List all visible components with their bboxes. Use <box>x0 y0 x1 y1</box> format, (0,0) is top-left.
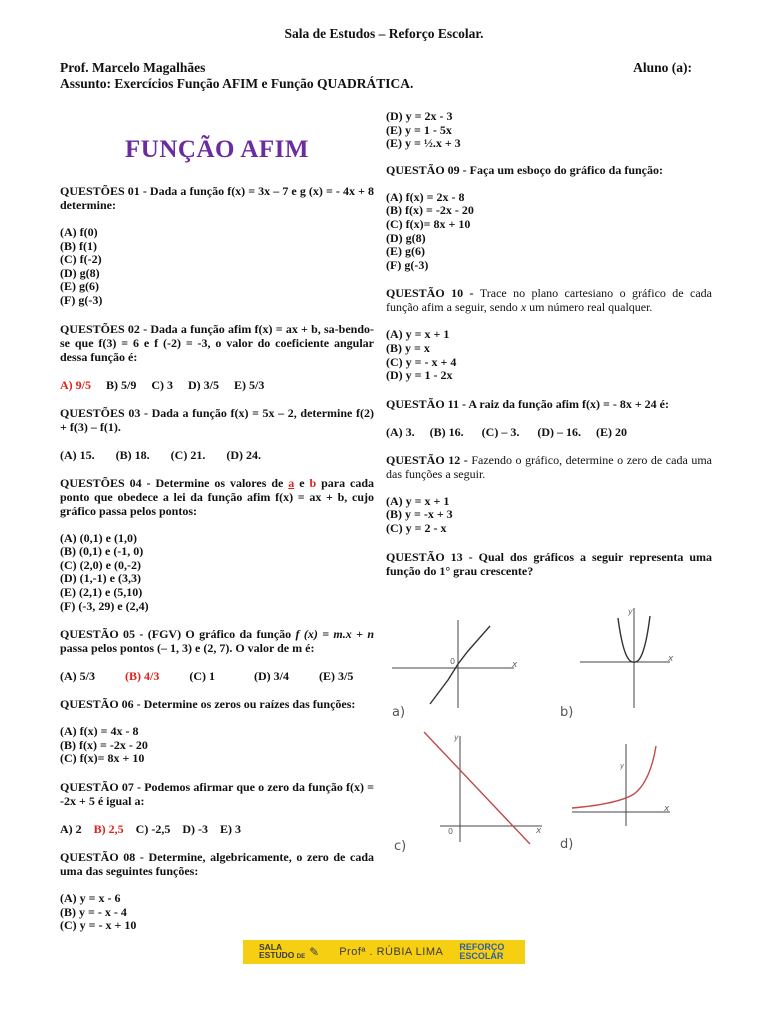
option: (F) (-3, 29) e (2,4) <box>60 598 149 613</box>
page-title: Sala de Estudos – Reforço Escolar. <box>284 26 484 41</box>
option: (D) (1,-1) e (3,3) <box>60 571 141 586</box>
origin-label: 0 <box>450 657 456 666</box>
option: (C) (2,0) e (0,-2) <box>60 557 141 572</box>
subject-line: Assunto: Exercícios Função AFIM e Função QUADRÁTICA. <box>60 76 414 91</box>
option: B) 5/9 <box>106 377 137 392</box>
option: (E) y = ½.x + 3 <box>386 136 461 151</box>
option: (E) 20 <box>596 424 628 439</box>
question-11: QUESTÃO 11 - A raiz da função afim f(x) = - 8x + 24 é: <box>386 396 669 411</box>
graph-a <box>388 604 534 722</box>
option: (A) f(x) = 4x - 8 <box>60 724 139 739</box>
question-12-options <box>386 495 712 536</box>
option: (A) y = x + 1 <box>386 327 450 342</box>
question-08-options <box>60 892 374 933</box>
correct-answer: A) 9/5 <box>60 377 91 392</box>
footer-professor: Profª . RÚBIA LIMA <box>339 946 444 958</box>
option: (A) f(0) <box>60 225 98 239</box>
question-06: QUESTÃO 06 - Determine os zeros ou raízes das funções: <box>60 697 356 712</box>
option: (C) f(x)= 8x + 10 <box>386 216 471 231</box>
option: (D) y = 2x - 3 <box>386 109 453 123</box>
option: (E) g(6) <box>60 279 99 294</box>
question-09: QUESTÃO 09 - Faça um esboço do gráfico da função: <box>386 162 663 177</box>
section-title: FUNÇÃO AFIM <box>125 136 309 163</box>
option: (D) g(8) <box>386 230 426 245</box>
option: (E) 3/5 <box>319 669 354 684</box>
question-01: QUESTÕES 01 - Dada a função f(x) = 3x – 7 e g (x) = - 4x + 8 determine: <box>60 184 374 212</box>
option: (B) f(x) = -2x - 20 <box>386 203 474 218</box>
option: A) 2 <box>60 821 82 836</box>
option: C) -2,5 <box>135 821 171 836</box>
question-08-options-continued <box>386 110 712 151</box>
correct-answer: B) 2,5 <box>93 821 124 836</box>
student-field-label: Aluno (a): <box>633 60 692 75</box>
x-axis-label: x <box>512 660 518 670</box>
option: (F) g(-3) <box>386 257 429 272</box>
sala-de-estudo-logo: SALA ESTUDO DE <box>259 942 306 960</box>
question-04: QUESTÕES 04 - Determine os valores de a e b para cada ponto que obedece a lei da função afim f(x) = ax + b, cujo gráfico passa pelos pontos: <box>60 475 374 518</box>
question-02-options <box>60 378 374 392</box>
graph-d <box>558 740 704 856</box>
option: (D) g(8) <box>60 265 100 280</box>
option: (D) 24. <box>226 447 262 462</box>
option: (A) f(x) = 2x - 8 <box>386 189 465 204</box>
x-axis-label: x <box>668 654 674 664</box>
option: (B) 16. <box>429 424 464 439</box>
option: (C) – 3. <box>481 424 520 439</box>
option: (B) y = -x + 3 <box>386 507 453 522</box>
option: (C) 1 <box>189 669 216 684</box>
y-axis-label: y <box>620 762 625 770</box>
correct-answer: (B) 4/3 <box>125 669 160 684</box>
option: (D) 3/4 <box>254 669 290 684</box>
y-axis-label: y <box>628 607 633 616</box>
option: (E) g(6) <box>386 244 425 259</box>
question-13: QUESTÃO 13 - Qual dos gráficos a seguir representa uma função do 1° grau crescente? <box>386 549 712 578</box>
option: (B) f(x) = -2x - 20 <box>60 737 148 752</box>
graph-label: d) <box>560 837 574 852</box>
option: (B) 18. <box>115 447 150 462</box>
right-column <box>386 110 712 578</box>
option: E) 5/3 <box>234 377 265 392</box>
x-axis-label: x <box>536 826 542 836</box>
question-10-options <box>386 328 712 382</box>
option: (C) y = - x + 10 <box>60 918 137 933</box>
left-column <box>60 136 374 933</box>
option: (B) y = - x - 4 <box>60 904 127 919</box>
option: (C) f(x)= 8x + 10 <box>60 751 145 766</box>
option: D) -3 <box>182 821 209 836</box>
option: (D) – 16. <box>537 424 582 439</box>
option: (C) f(-2) <box>60 252 102 267</box>
question-08: QUESTÃO 08 - Determine, algebricamente, o zero de cada uma das seguintes funções: <box>60 849 374 878</box>
option: (F) g(-3) <box>60 292 103 307</box>
var-a: a <box>288 475 295 490</box>
option: (E) y = 1 - 5x <box>386 122 452 137</box>
question-03-options <box>60 448 374 462</box>
option: E) 3 <box>220 821 242 836</box>
option: (A) 5/3 <box>60 669 95 684</box>
question-05-options <box>60 669 374 683</box>
option: (B) f(1) <box>60 238 97 253</box>
option: (D) y = 1 - 2x <box>386 368 453 383</box>
graph-label: b) <box>560 705 574 720</box>
origin-label: 0 <box>448 827 454 836</box>
y-axis-label: y <box>454 733 459 742</box>
question-11-options <box>386 425 712 439</box>
option: (A) y = x + 1 <box>386 493 450 508</box>
question-03: QUESTÕES 03 - Dada a função f(x) = 5x – 2, determine f(2) + f(3) – f(1). <box>60 405 374 434</box>
question-12: QUESTÃO 12 - Fazendo o gráfico, determine o zero de cada uma das funções a seguir. <box>386 452 712 481</box>
graph-label: c) <box>394 839 407 854</box>
question-07-options <box>60 822 374 836</box>
document-header <box>60 60 720 92</box>
option: (B) y = x <box>386 340 430 355</box>
question-07: QUESTÃO 07 - Podemos afirmar que o zero da função f(x) = -2x + 5 é igual a: <box>60 779 374 808</box>
x-axis-label: x <box>664 804 670 814</box>
reforco-escolar-logo: REFORÇO ESCOLAR <box>459 942 505 961</box>
option: C) 3 <box>151 377 174 392</box>
footer-banner <box>243 940 525 964</box>
option: (A) (0,1) e (1,0) <box>60 530 137 545</box>
option: (E) (2,1) e (5,10) <box>60 584 143 599</box>
option: (A) y = x - 6 <box>60 890 121 905</box>
option: (B) (0,1) e (-1, 0) <box>60 544 144 559</box>
option: (A) 15. <box>60 447 95 462</box>
option: D) 3/5 <box>188 377 220 392</box>
graph-b <box>558 604 704 722</box>
increasing-line <box>430 626 490 704</box>
question-06-options <box>60 725 374 766</box>
question-10: QUESTÃO 10 - Trace no plano cartesiano o gráfico de cada função afim a seguir, sendo x um número real qualquer. <box>386 286 712 315</box>
exponential-curve <box>572 746 656 808</box>
function-expression: f (x) = m.x + n <box>295 627 374 642</box>
decreasing-line <box>424 732 530 844</box>
question-04-options <box>60 532 374 614</box>
option: (C) y = 2 - x <box>386 520 447 535</box>
question-09-options <box>386 191 712 273</box>
question-02: QUESTÕES 02 - Dada a função afim f(x) = ax + b, sa-bendo-se que f(3) = 6 e f (-2) = -3, o valor do coeficiente angular dessa função é: <box>60 321 374 364</box>
graph-label: a) <box>392 705 406 720</box>
question-05: QUESTÃO 05 - (FGV) O gráfico da função f (x) = m.x + n passa pelos pontos (– 1, 3) e (2, 7). O valor de m é: <box>60 627 374 656</box>
professor-name: Prof. Marcelo Magalhães <box>60 60 206 75</box>
graph-c <box>388 730 548 856</box>
option: (C) y = - x + 4 <box>386 354 457 369</box>
option: (C) 21. <box>170 447 206 462</box>
student-icon: ✎ <box>309 945 320 959</box>
question-01-options <box>60 226 374 308</box>
option: (A) 3. <box>386 424 415 439</box>
var-b: b <box>309 475 317 490</box>
